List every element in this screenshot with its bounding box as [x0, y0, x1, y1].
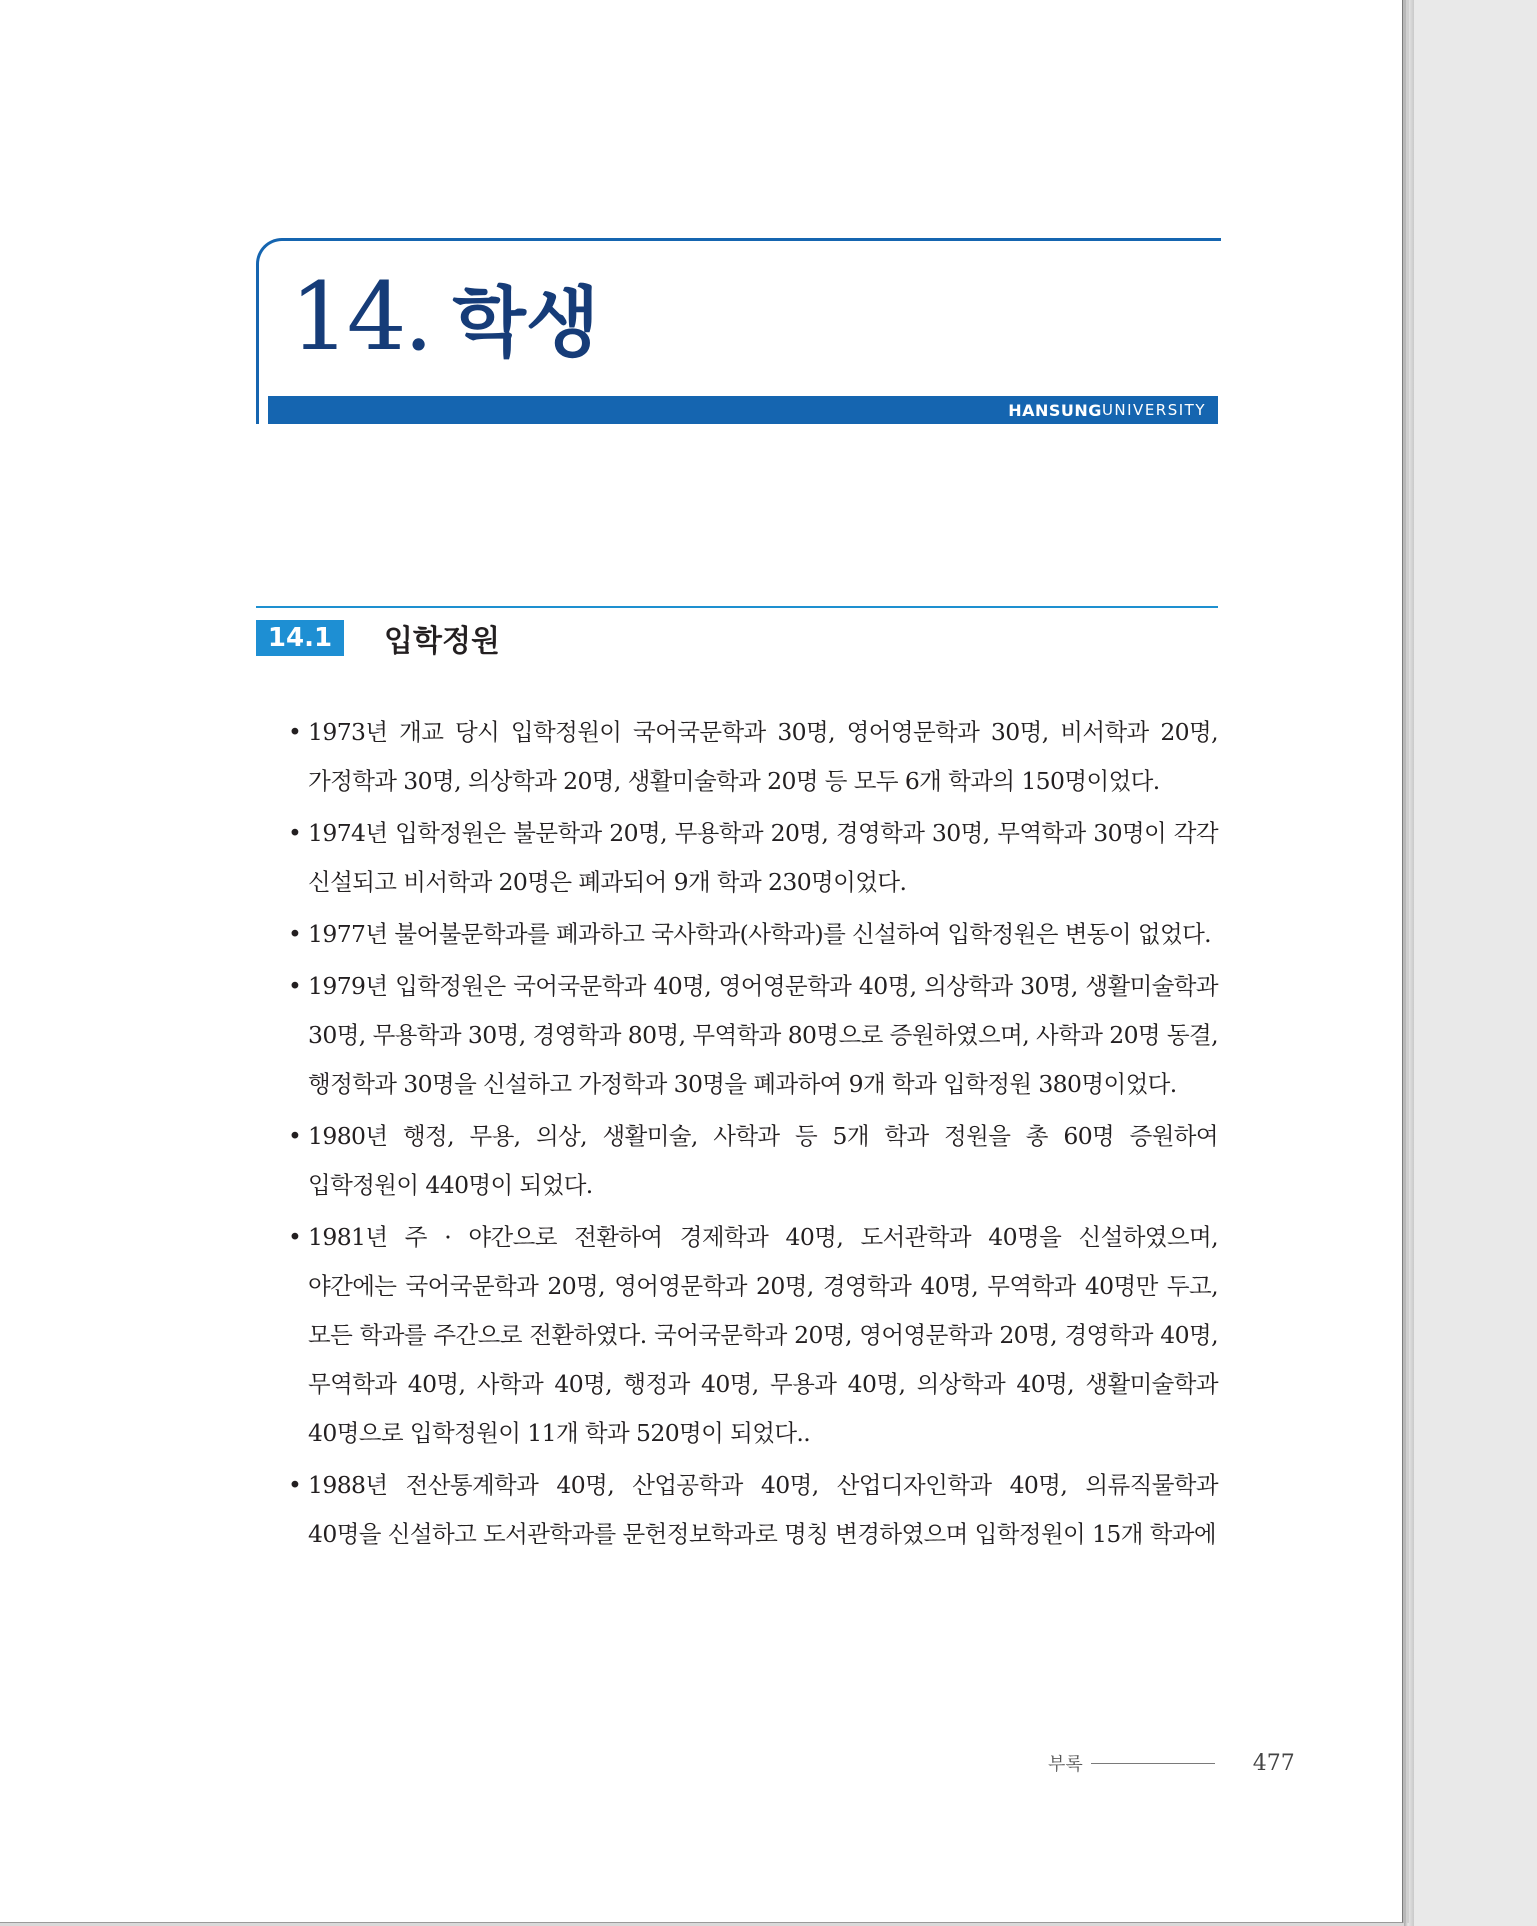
- viewer-background: [1414, 0, 1537, 1926]
- page-number: 477: [1252, 1750, 1295, 1776]
- bullet-icon: •: [288, 718, 302, 746]
- brand-bold: HANSUNG: [1008, 400, 1102, 420]
- brand-light: UNIVERSITY: [1101, 401, 1206, 419]
- paragraph-item: [288, 1112, 1218, 1210]
- paragraph-text: 1977년 불어불문학과를 폐과하고 국사학과(사학과)를 신설하여 입학정원은 변동이 없었다.: [308, 920, 1212, 948]
- section-rule: [256, 606, 1218, 608]
- paragraph-item: [288, 1213, 1218, 1458]
- page-footer: [1048, 1748, 1295, 1778]
- paragraph-text: 1973년 개교 당시 입학정원이 국어국문학과 30명, 영어영문학과 30명, 비서학과 20명, 가정학과 30명, 의상학과 20명, 생활미술학과 20명 등 모두 6개 학과의 150명이었다.: [308, 718, 1218, 795]
- paragraph-list: [288, 708, 1218, 1562]
- footer-label: 부록: [1048, 1754, 1083, 1775]
- chapter-number: 14.: [290, 263, 431, 372]
- page-edge: [1404, 0, 1414, 1926]
- paragraph-text: 1981년 주 · 야간으로 전환하여 경제학과 40명, 도서관학과 40명을 신설하였으며, 야간에는 국어국문학과 20명, 영어영문학과 20명, 경영학과 40명, 무역학과 40명만 두고, 모든 학과를 주간으로 전환하였다. 국어국문학과 20명, 영어영문학과 20명, 경영학과 40명, 무역학과 40명, 사학과 40명, 행정과 40명, 무용과 40명, 의상학과 40명, 생활미술학과 40명으로 입학정원이 11개 학과 520명이 되었다..: [308, 1223, 1218, 1447]
- paragraph-text: 1979년 입학정원은 국어국문학과 40명, 영어영문학과 40명, 의상학과 30명, 생활미술학과 30명, 무용학과 30명, 경영학과 80명, 무역학과 80명으로 증원하였으며, 사학과 20명 동결, 행정학과 30명을 신설하고 가정학과 30명을 폐과하여 9개 학과 입학정원 380명이었다.: [308, 972, 1218, 1098]
- bullet-icon: •: [288, 1471, 302, 1499]
- section-number: 14.1: [256, 620, 344, 656]
- chapter-title: 학생: [452, 278, 600, 367]
- bullet-icon: •: [288, 819, 302, 847]
- bullet-icon: •: [288, 1223, 302, 1251]
- chapter-frame-line: [256, 268, 259, 424]
- brand-bar: [268, 396, 1218, 424]
- paragraph-text: 1974년 입학정원은 불문학과 20명, 무용학과 20명, 경영학과 30명, 무역학과 30명이 각각 신설되고 비서학과 20명은 폐과되어 9개 학과 230명이었다.: [308, 819, 1218, 896]
- paragraph-text: 1988년 전산통계학과 40명, 산업공학과 40명, 산업디자인학과 40명, 의류직물학과 40명을 신설하고 도서관학과를 문헌정보학과로 명칭 변경하였으며 입학정원이 15개 학과에: [308, 1471, 1218, 1548]
- bullet-icon: •: [288, 920, 302, 948]
- footer-rule: [1091, 1763, 1215, 1764]
- paragraph-item: [288, 809, 1218, 907]
- paragraph-text: 1980년 행정, 무용, 의상, 생활미술, 사학과 등 5개 학과 정원을 총 60명 증원하여 입학정원이 440명이 되었다.: [308, 1122, 1218, 1199]
- paragraph-item: [288, 962, 1218, 1109]
- chapter-heading: [290, 262, 599, 382]
- section-title: 입학정원: [384, 624, 500, 659]
- bullet-icon: •: [288, 972, 302, 1000]
- bullet-icon: •: [288, 1122, 302, 1150]
- paragraph-item: [288, 910, 1218, 959]
- paragraph-item: [288, 708, 1218, 806]
- paragraph-item: [288, 1461, 1218, 1559]
